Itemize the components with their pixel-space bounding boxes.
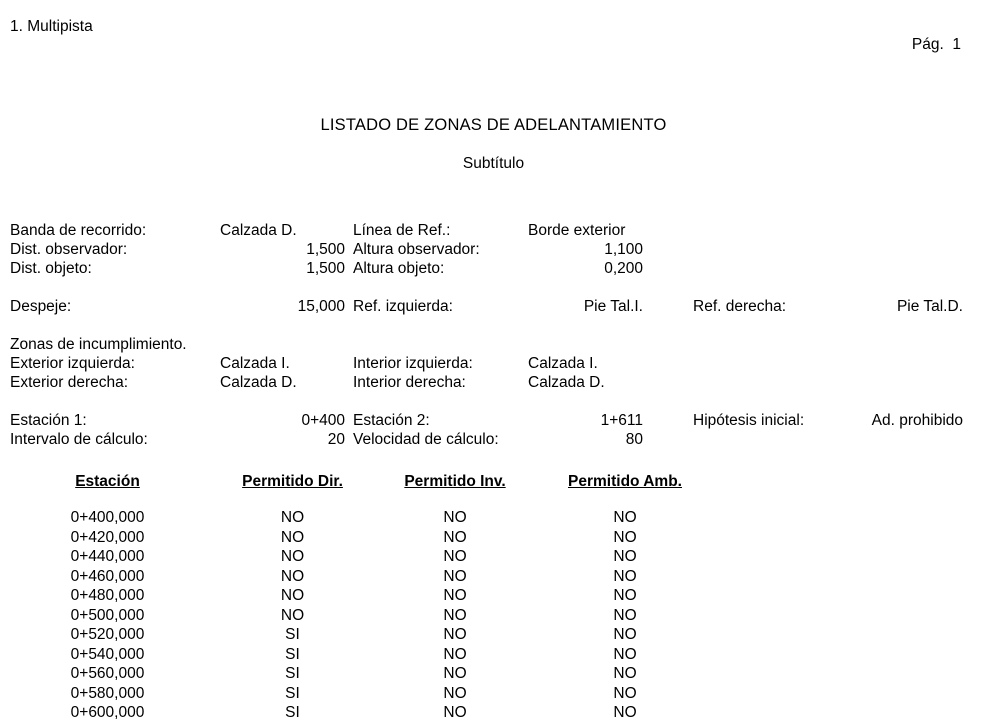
table-row [0,684,987,704]
exterior-derecha-value: Calzada D. [220,374,297,391]
ref-izquierda-label: Ref. izquierda: [353,298,453,315]
cell-permitido: NO [443,704,467,721]
page-number-block [886,18,961,72]
cell-permitido: NO [613,606,637,624]
cell-permitido: SI [285,645,300,663]
despeje-value: 15,000 [297,298,345,315]
spacer-2 [10,316,987,335]
cell-permitido: SI [285,684,300,702]
table-spacer-row [0,499,987,508]
zonas-incumplimiento-heading [10,335,987,354]
velocidad-value: 80 [625,431,643,448]
banda-label: Banda de recorrido: [10,222,147,239]
col-header-estacion: Estación [75,473,140,490]
ref-izquierda-value: Pie Tal.I. [583,298,643,315]
zones-table-head [0,473,987,499]
cell-permitido: NO [280,509,305,526]
param-row-despeje [10,297,987,316]
table-row [0,547,987,567]
hipotesis-label: Hipótesis inicial: [693,412,805,429]
ref-derecha-value: Pie Tal.D. [896,298,963,315]
intervalo-value: 20 [327,431,345,448]
exterior-izquierda-value: Calzada I. [220,355,290,372]
cell-permitido: NO [613,704,637,721]
cell-permitido: NO [443,567,467,585]
interior-izquierda-label: Interior izquierda: [353,355,473,372]
dist-observador-value: 1,500 [306,241,345,258]
cell-filler [710,625,987,645]
page-label: Pág. [911,36,944,53]
zonas-incumplimiento-label: Zonas de incumplimiento. [10,336,187,353]
cell-permitido: NO [280,548,305,565]
cell-estacion: 0+480,000 [70,587,145,604]
col-header-permitido-inv: Permitido Inv. [404,473,506,490]
exterior-derecha-label: Exterior derecha: [10,374,129,391]
cell-estacion: 0+520,000 [70,626,145,643]
cell-permitido: NO [613,509,637,526]
cell-estacion: 0+500,000 [70,606,145,624]
cell-estacion: 0+600,000 [70,704,145,721]
spacer-1 [10,278,987,297]
cell-filler [710,645,987,665]
dist-observador-label: Dist. observador: [10,241,128,258]
report-subtitle: Subtítulo [462,155,525,172]
cell-permitido: SI [285,704,300,721]
cell-estacion: 0+400,000 [70,509,145,526]
cell-filler [710,703,987,723]
cell-permitido: NO [443,626,467,643]
param-row-exterior-izquierda [10,354,987,373]
altura-observador-label: Altura observador: [353,241,480,258]
cell-permitido: NO [443,645,467,663]
cell-permitido: NO [280,528,305,546]
param-row-dist-observador [10,240,987,259]
cell-permitido: NO [613,645,637,663]
interior-derecha-label: Interior derecha: [353,374,466,391]
cell-estacion: 0+460,000 [70,567,145,585]
cell-permitido: SI [285,626,300,643]
cell-estacion: 0+420,000 [70,528,145,546]
cell-filler [710,567,987,587]
altura-objeto-label: Altura objeto: [353,260,445,277]
cell-permitido: NO [613,587,637,604]
cell-permitido: NO [443,528,467,546]
intervalo-label: Intervalo de cálculo: [10,431,148,448]
estacion2-label: Estación 2: [353,412,430,429]
exterior-izquierda-label: Exterior izquierda: [10,355,135,372]
hipotesis-value: Ad. prohibido [871,412,963,429]
cell-filler [710,547,987,567]
velocidad-label: Velocidad de cálculo: [353,431,499,448]
cell-filler [710,508,987,528]
report-title: LISTADO DE ZONAS DE ADELANTAMIENTO [320,116,667,134]
dist-objeto-value: 1,500 [306,260,345,277]
estacion1-label: Estación 1: [10,412,87,429]
estacion2-value: 1+611 [600,412,643,429]
altura-observador-value: 1,100 [604,241,643,258]
interior-derecha-value: Calzada D. [528,374,605,391]
cell-permitido: NO [443,548,467,565]
cell-permitido: NO [613,567,637,585]
table-row [0,586,987,606]
table-row [0,625,987,645]
ref-derecha-label: Ref. derecha: [693,298,787,315]
param-row-banda [10,221,987,240]
table-row [0,528,987,548]
cell-filler [710,684,987,704]
zones-table-body [0,499,987,723]
cell-permitido: NO [280,587,305,604]
dist-objeto-label: Dist. objeto: [10,260,92,277]
report-section-title: 1. Multipista [10,18,93,35]
param-row-dist-objeto [10,259,987,278]
cell-permitido: NO [613,528,637,546]
table-row [0,606,987,626]
table-row [0,645,987,665]
parameters-block [0,221,987,449]
cell-estacion: 0+440,000 [70,548,145,565]
banda-value: Calzada D. [220,222,297,239]
cell-estacion: 0+540,000 [70,645,145,663]
estacion1-value: 0+400 [301,412,345,429]
cell-permitido: NO [613,665,637,682]
table-row [0,508,987,528]
cell-permitido: NO [613,684,637,702]
spacer-3 [10,392,987,411]
linea-ref-label: Línea de Ref.: [353,222,451,239]
cell-permitido: NO [280,606,305,624]
altura-objeto-value: 0,200 [604,260,643,277]
cell-filler [710,528,987,548]
col-header-permitido-dir: Permitido Dir. [242,473,343,490]
cell-estacion: 0+580,000 [70,684,145,702]
cell-filler [710,586,987,606]
cell-permitido: NO [443,587,467,604]
zones-table [0,473,987,723]
table-row [0,567,987,587]
param-row-exterior-derecha [10,373,987,392]
col-header-permitido-amb: Permitido Amb. [568,473,682,490]
cell-estacion: 0+560,000 [70,665,145,682]
param-row-intervalo [10,430,987,449]
cell-filler [710,664,987,684]
interior-izquierda-value: Calzada I. [528,355,598,372]
page-number: 1 [952,36,961,53]
table-row [0,703,987,723]
cell-permitido: NO [613,548,637,565]
cell-filler [710,606,987,626]
param-row-estaciones [10,411,987,430]
cell-permitido: NO [443,606,467,624]
despeje-label: Despeje: [10,298,72,315]
cell-permitido: NO [280,567,305,585]
linea-ref-value: Borde exterior [528,222,626,239]
cell-permitido: SI [285,665,300,682]
cell-permitido: NO [443,509,467,526]
cell-permitido: NO [613,626,637,643]
col-header-filler [710,473,987,499]
cell-permitido: NO [443,665,467,682]
cell-permitido: NO [443,684,467,702]
table-header-row [0,473,987,499]
page-header [0,0,987,72]
table-row [0,664,987,684]
